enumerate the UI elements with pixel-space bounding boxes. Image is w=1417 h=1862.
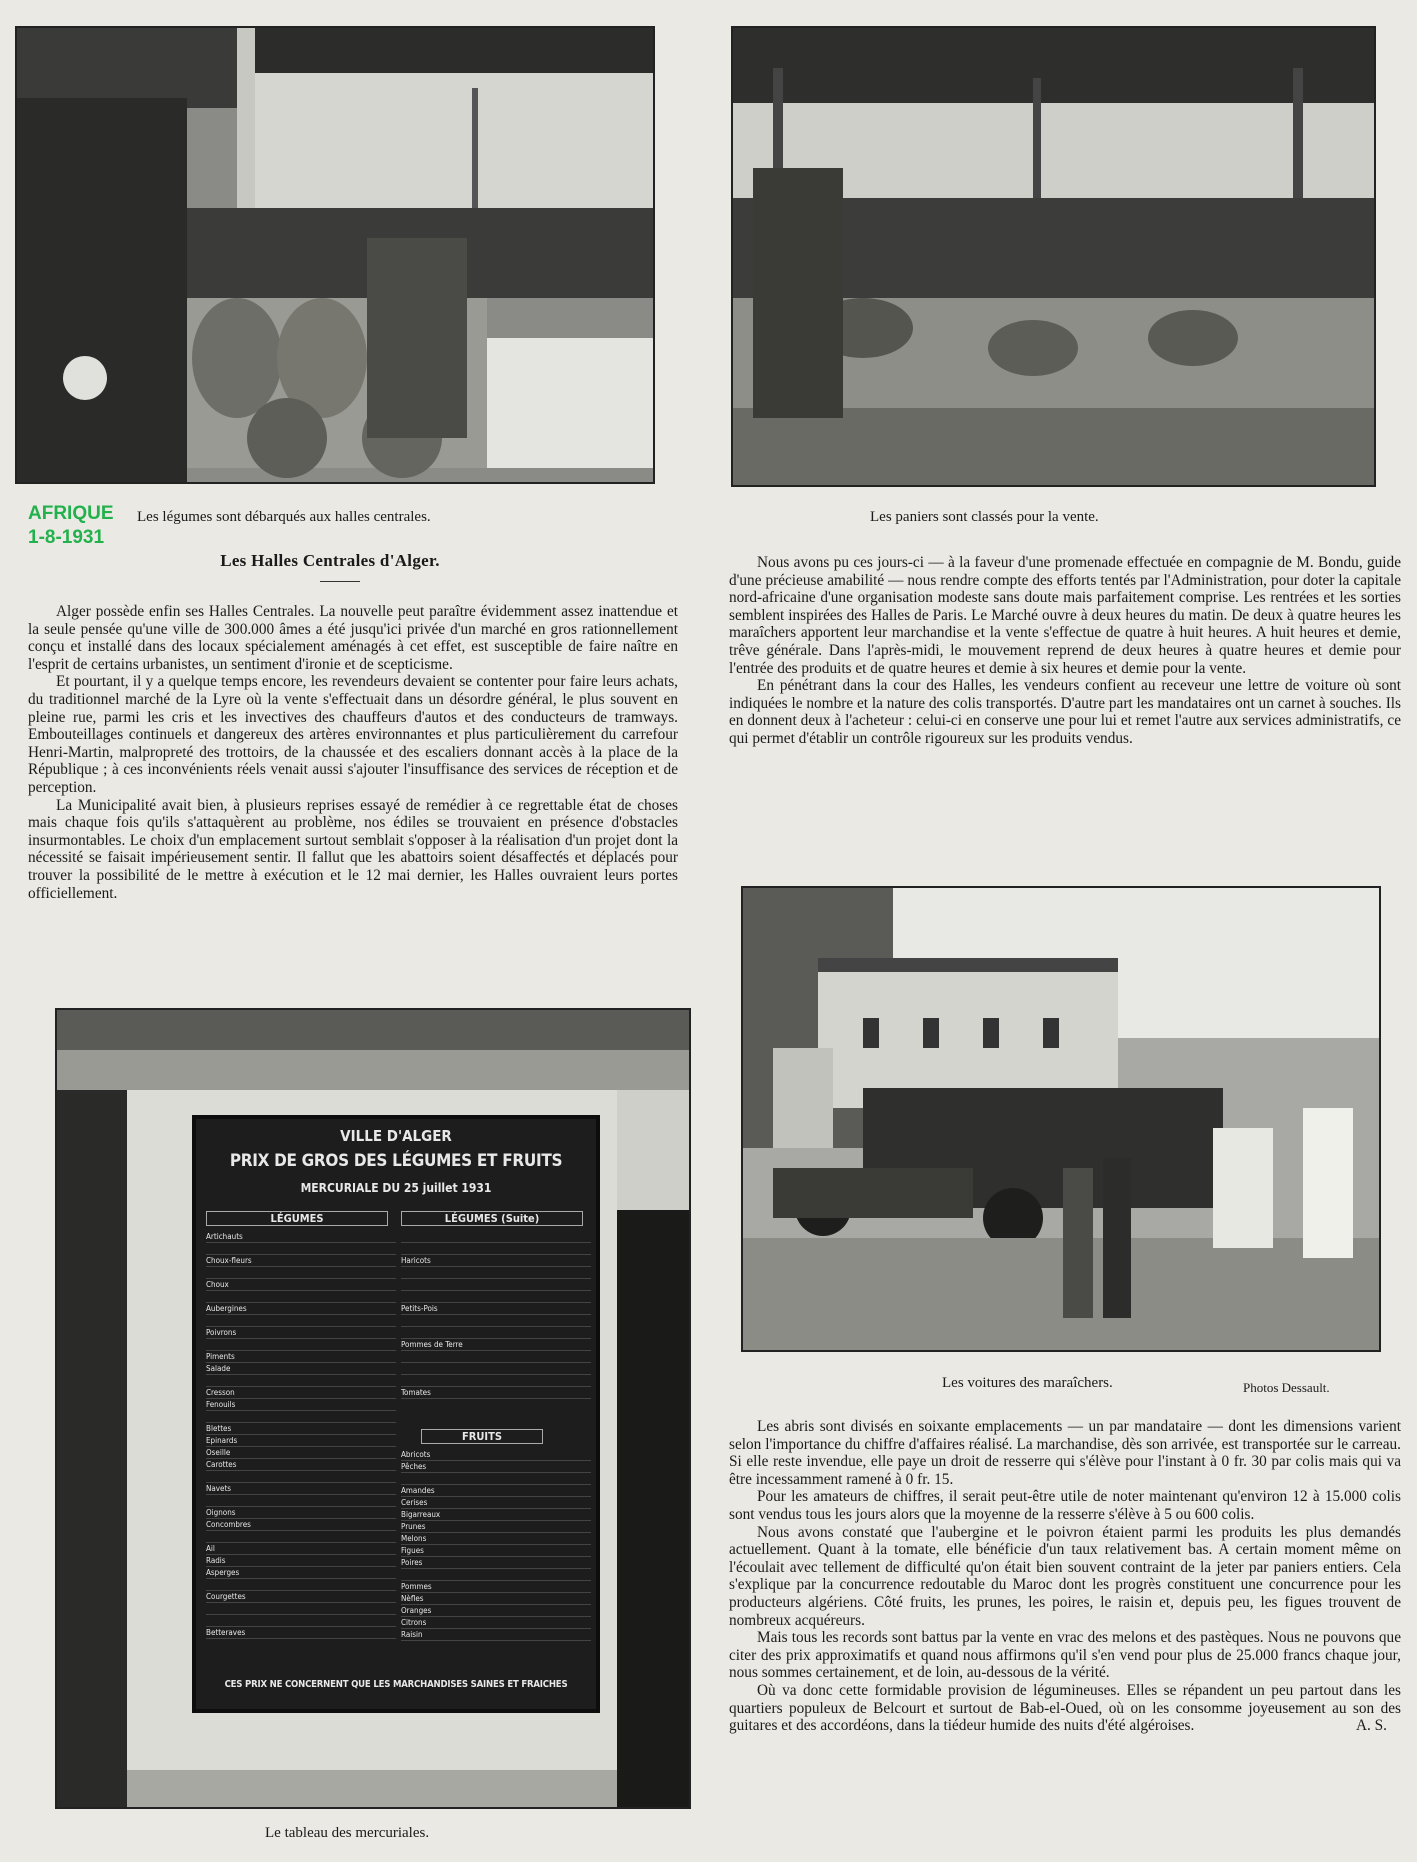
- board-row: [206, 1339, 396, 1351]
- article-left-column: [28, 603, 678, 995]
- board-row: Bigarreaux: [401, 1509, 591, 1521]
- price-board: [192, 1115, 600, 1713]
- caption-photo1: Les légumes sont débarqués aux halles centrales.: [137, 509, 431, 525]
- caption-photo3: Les voitures des maraîchers.: [942, 1375, 1113, 1391]
- paragraph: [729, 1682, 1401, 1735]
- board-row: [401, 1569, 591, 1581]
- board-col1: [206, 1231, 396, 1671]
- board-row: [206, 1315, 396, 1327]
- board-row: Ail: [206, 1543, 396, 1555]
- paragraph-text: Où va donc cette formidable provision de légumineuses. Elles se répandent un peu partout dans les quartiers populeux de Belcourt et surtout de Bab-el-Oued, où on les consomme joyeusement au son des guitares et des accordéons, dans la tiédeur humide des nuits d'été algéroises.: [729, 1681, 1401, 1735]
- board-row: Radis: [206, 1555, 396, 1567]
- board-row: Cerises: [401, 1497, 591, 1509]
- board-row: Courgettes: [206, 1591, 396, 1603]
- board-row: Concombres: [206, 1519, 396, 1531]
- board-row: Poires: [401, 1557, 591, 1569]
- board-row: Oignons: [206, 1507, 396, 1519]
- board-fruits: [401, 1449, 591, 1671]
- board-row: [401, 1231, 591, 1243]
- board-row: [206, 1243, 396, 1255]
- board-row: Abricots: [401, 1449, 591, 1461]
- paragraph: Pour les amateurs de chiffres, il serait peut-être utile de noter maintenant qu'environ 12 à 15.000 colis sont vendus tous les jours alors que la moyenne de la resserre s'élève à 5 ou 600 colis.: [729, 1488, 1401, 1523]
- board-row: Cresson: [206, 1387, 396, 1399]
- board-row: Fenouils: [206, 1399, 396, 1411]
- board-row: [206, 1531, 396, 1543]
- board-row: Oseille: [206, 1447, 396, 1459]
- board-row: [401, 1351, 591, 1363]
- title-divider: [320, 581, 360, 582]
- photo-credit: Photos Dessault.: [1243, 1380, 1330, 1395]
- board-fruits-head: FRUITS: [421, 1429, 543, 1444]
- board-row: [206, 1615, 396, 1627]
- photo-price-board: [55, 1008, 691, 1809]
- board-row: Betteraves: [206, 1627, 396, 1639]
- board-row: [401, 1267, 591, 1279]
- board-date: MERCURIALE DU 25 juillet 1931: [300, 1181, 492, 1195]
- paragraph: En pénétrant dans la cour des Halles, les vendeurs confient au receveur une lettre de voiture où sont indiquées le nombre et la nature des colis transportés. D'autre part les mandataires ont un carnet à souches. Ils en donnent deux à l'acheteur : celui-ci en conserve une pour lui et remet l'autre aux services administratifs, ce qui permet d'établir un contrôle rigoureux sur les produits vendus.: [729, 677, 1401, 747]
- board-row: Pommes: [401, 1581, 591, 1593]
- board-row: [206, 1291, 396, 1303]
- board-row: [206, 1471, 396, 1483]
- board-row: [401, 1375, 591, 1387]
- board-col2: [401, 1231, 591, 1431]
- board-row: Navets: [206, 1483, 396, 1495]
- board-row: Pêches: [401, 1461, 591, 1473]
- board-row: Haricots: [401, 1255, 591, 1267]
- board-row: [206, 1267, 396, 1279]
- board-row: Choux-fleurs: [206, 1255, 396, 1267]
- board-row: Oranges: [401, 1605, 591, 1617]
- board-row: Epinards: [206, 1435, 396, 1447]
- board-footer: CES PRIX NE CONCERNENT QUE LES MARCHANDISES SAINES ET FRAICHES: [224, 1679, 568, 1690]
- board-row: [401, 1473, 591, 1485]
- board-row: Poivrons: [206, 1327, 396, 1339]
- board-row: Prunes: [401, 1521, 591, 1533]
- caption-photo2: Les paniers sont classés pour la vente.: [870, 509, 1099, 525]
- source-tag-date: 1-8-1931: [28, 527, 105, 548]
- board-row: Carottes: [206, 1459, 396, 1471]
- board-row: Salade: [206, 1363, 396, 1375]
- paragraph: Les abris sont divisés en soixante emplacements — un par mandataire — dont les dimensions varient selon l'importance du chiffre d'affaires réalisé. La marchandise, dès son arrivée, est transportée sur le carreau. Si elle reste invendue, elle paye un droit de resserre qui s'élève pour l'instant à 0 fr. 30 par colis mais qui va être incessamment ramené à 0 fr. 15.: [729, 1418, 1401, 1488]
- board-row: [206, 1411, 396, 1423]
- article-right-top-column: [729, 554, 1401, 859]
- board-row: [206, 1375, 396, 1387]
- source-tag: [28, 502, 114, 550]
- article-right-bottom-column: [729, 1418, 1401, 1843]
- source-tag-name: AFRIQUE: [28, 503, 114, 524]
- board-row: Piments: [206, 1351, 396, 1363]
- board-row: Amandes: [401, 1485, 591, 1497]
- board-row: Petits-Pois: [401, 1303, 591, 1315]
- board-row: [401, 1291, 591, 1303]
- board-row: Artichauts: [206, 1231, 396, 1243]
- board-city: VILLE D'ALGER: [340, 1127, 452, 1145]
- board-col1-head: LÉGUMES: [206, 1211, 388, 1226]
- board-col2-head: LÉGUMES (Suite): [401, 1211, 583, 1226]
- paragraph: Et pourtant, il y a quelque temps encore, les revendeurs devaient se contenter pour faire leurs achats, du traditionnel marché de la Lyre où la vente s'effectuait dans un désordre général, le plus souvent en pleine rue, parmi les cris et les invectives des chauffeurs d'autos et des conducteurs de tramways. Embouteillages continuels et dangereux des artères environnantes et plus particulièrement du carrefour Henri-Martin, malpropreté des trottoirs, de la chaussée et des escaliers donnant accès à la place de la République ; à ces inconvénients réels venait aussi s'ajouter l'insuffisance des services de réception et de perception.: [28, 673, 678, 796]
- board-row: [401, 1327, 591, 1339]
- board-row: Figues: [401, 1545, 591, 1557]
- article-title: Les Halles Centrales d'Alger.: [220, 551, 440, 570]
- board-row: [401, 1315, 591, 1327]
- board-row: Asperges: [206, 1567, 396, 1579]
- board-row: Raisin: [401, 1629, 591, 1641]
- paragraph: Nous avons pu ces jours-ci — à la faveur d'une promenade effectuée en compagnie de M. Bondu, guide d'une précieuse amabilité — nous rendre compte des efforts tentés par l'Administration, pour doter la capitale nord-africaine d'une organisation modeste sans doute mais parfaitement comprise. Les rentrées et les sorties semblent inspirées des Halles de Paris. Le Marché ouvre à deux heures du matin. De deux à quatre heures les maraîchers apportent leur marchandise et la vente s'effectue de quatre à huit heures. A huit heures et demie, trêve générale. Dans l'après-midi, le mouvement reprend de deux heures à quatre heures et demie pour l'entrée des produits et de quatre heures et demie à six heures et demie pour la vente.: [729, 554, 1401, 677]
- board-row: Pommes de Terre: [401, 1339, 591, 1351]
- board-row: Citrons: [401, 1617, 591, 1629]
- paragraph: Mais tous les records sont battus par la vente en vrac des melons et des pastèques. Nous ne pouvons que citer des prix approximatifs et quand nous affirmons qu'il s'en vend pour plus de 25.000 francs chaque jour, nous sommes certainement, et de loin, au-dessous de la vérité.: [729, 1629, 1401, 1682]
- board-row: Nèfles: [401, 1593, 591, 1605]
- board-row: [401, 1243, 591, 1255]
- board-row: [206, 1579, 396, 1591]
- paragraph: Alger possède enfin ses Halles Centrales. La nouvelle peut paraître évidemment assez inattendue et la seule pensée qu'une ville de 300.000 âmes a été jusqu'ici privée d'un marché en gros rationnellement conçu et installé dans des locaux spécialement aménagés à cet effet, est susceptible de faire naître en l'esprit de certains urbanistes, un sentiment d'ironie et de scepticisme.: [28, 603, 678, 673]
- photo-growers-trucks: [741, 886, 1381, 1352]
- photo-vegetables-unloaded: [15, 26, 655, 484]
- board-row: [401, 1363, 591, 1375]
- signature: A. S.: [1355, 1717, 1387, 1735]
- caption-board: Le tableau des mercuriales.: [265, 1825, 430, 1841]
- board-row: [206, 1603, 396, 1615]
- board-row: Choux: [206, 1279, 396, 1291]
- board-heading: PRIX DE GROS DES LÉGUMES ET FRUITS: [229, 1151, 563, 1171]
- board-row: Melons: [401, 1533, 591, 1545]
- board-row: [401, 1279, 591, 1291]
- photo-baskets-sorted: [731, 26, 1376, 487]
- board-row: Aubergines: [206, 1303, 396, 1315]
- board-row: Blettes: [206, 1423, 396, 1435]
- paragraph: Nous avons constaté que l'aubergine et le poivron étaient parmi les produits les plus demandés actuellement. Quant à la tomate, elle bénéficie d'un taux relativement bas. A certain moment même on l'écoulait avec tellement de difficulté qu'on était bien souvent contraint de la jeter par paniers entiers. Cela s'explique par la concurrence redoutable du Maroc dont les progrès constituent une concurrence pour les producteurs algériens. Côté fruits, les prunes, les poires, le raisin et, depuis peu, les figues trouvent de nombreux acquéreurs.: [729, 1523, 1401, 1629]
- paragraph: La Municipalité avait bien, à plusieurs reprises essayé de remédier à ce regrettable état de choses mais chaque fois qu'ils s'attaquèrent au problème, nos édiles se trouvaient en présence d'obstacles insurmontables. Le choix d'un emplacement surtout semblait s'opposer à la réalisation d'un projet dont la nécessité se faisait impérieusement sentir. Il fallut que les abattoirs soient désaffectés et déplacés pour trouver la possibilité de le mettre à exécution et le 12 mai dernier, les Halles ouvraient leurs portes officiellement.: [28, 796, 678, 902]
- board-row: [206, 1495, 396, 1507]
- board-row: Tomates: [401, 1387, 591, 1399]
